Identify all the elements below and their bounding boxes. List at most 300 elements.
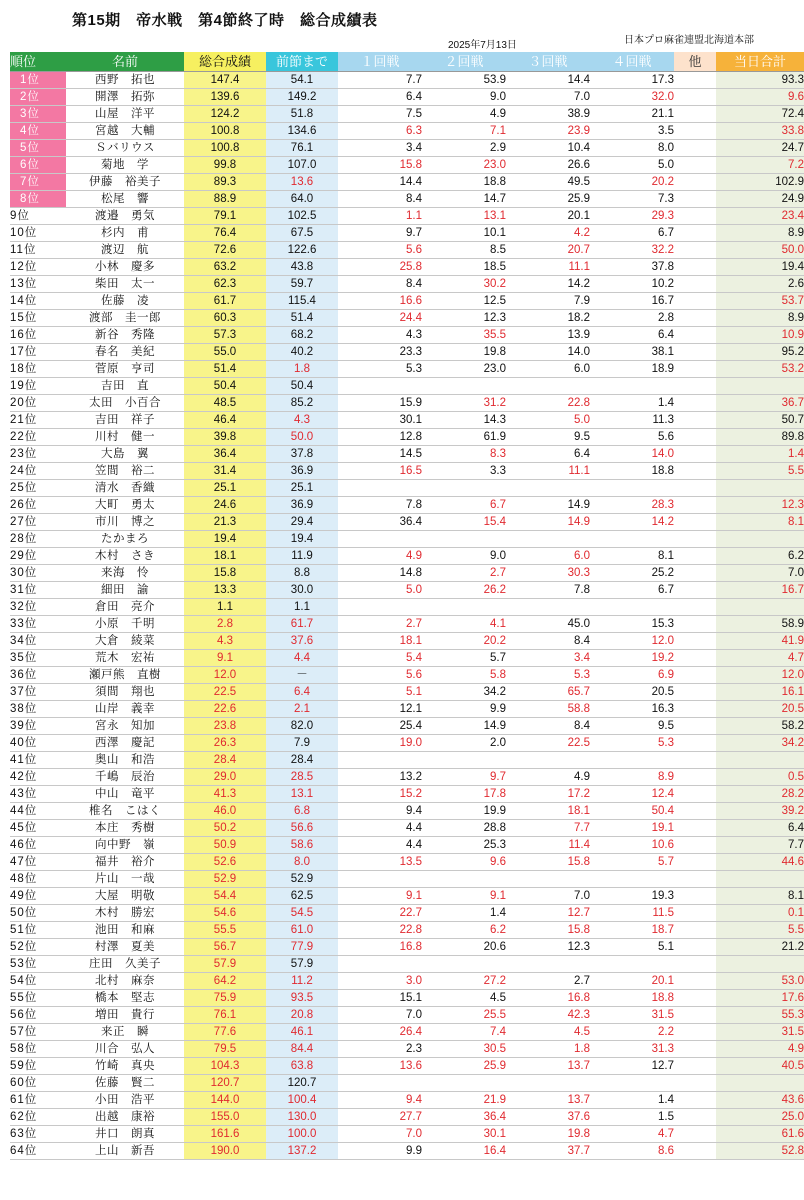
game-1-score <box>338 480 422 497</box>
game-4-score: 10.2 <box>590 276 674 293</box>
total-score: 100.8 <box>184 123 266 140</box>
day-total-score: 12.3 <box>716 497 804 514</box>
game-4-score: 32.2 <box>590 242 674 259</box>
game-1-score: 5.6 <box>338 667 422 684</box>
total-score: 76.1 <box>184 1007 266 1024</box>
game-2-score: 27.2 <box>422 973 506 990</box>
game-3-score: 10.4 <box>506 140 590 157</box>
total-score: 75.9 <box>184 990 266 1007</box>
game-2-score <box>422 599 506 616</box>
other-score <box>674 905 716 922</box>
game-3-score: 1.8 <box>506 1041 590 1058</box>
game-2-score: 36.4 <box>422 1109 506 1126</box>
game-4-score: 19.1 <box>590 820 674 837</box>
game-4-score <box>590 871 674 888</box>
game-4-score: 1.4 <box>590 395 674 412</box>
previous-score: 59.7 <box>266 276 338 293</box>
total-score: 99.8 <box>184 157 266 174</box>
game-1-score <box>338 871 422 888</box>
other-score <box>674 633 716 650</box>
game-3-score: 20.7 <box>506 242 590 259</box>
game-1-score: 16.8 <box>338 939 422 956</box>
rank-cell: 5位 <box>10 140 66 157</box>
game-4-score <box>590 599 674 616</box>
previous-score: 8.0 <box>266 854 338 871</box>
game-3-score <box>506 599 590 616</box>
day-total-score: 16.7 <box>716 582 804 599</box>
page-title: 第15期 帝水戦 第4節終了時 総合成績表 <box>72 12 378 29</box>
player-name: 菊地 学 <box>66 157 184 174</box>
other-score <box>674 412 716 429</box>
player-name: 伊藤 裕美子 <box>66 174 184 191</box>
game-4-score <box>590 1075 674 1092</box>
game-1-score: 6.4 <box>338 89 422 106</box>
previous-score: 57.9 <box>266 956 338 973</box>
table-row <box>10 650 804 667</box>
game-3-score: 45.0 <box>506 616 590 633</box>
other-score <box>674 735 716 752</box>
player-name: 井口 朗真 <box>66 1126 184 1143</box>
total-score: 41.3 <box>184 786 266 803</box>
previous-score: 130.0 <box>266 1109 338 1126</box>
other-score <box>674 123 716 140</box>
game-3-score: 14.9 <box>506 497 590 514</box>
previous-score: 58.6 <box>266 837 338 854</box>
total-score: 50.4 <box>184 378 266 395</box>
player-name: 北村 麻奈 <box>66 973 184 990</box>
game-1-score: 30.1 <box>338 412 422 429</box>
player-name: 荒木 宏祐 <box>66 650 184 667</box>
total-score: 72.6 <box>184 242 266 259</box>
total-score: 55.0 <box>184 344 266 361</box>
game-3-score: 14.4 <box>506 72 590 89</box>
game-2-score: 12.3 <box>422 310 506 327</box>
game-4-score: 18.9 <box>590 361 674 378</box>
previous-score: 107.0 <box>266 157 338 174</box>
game-1-score: 15.9 <box>338 395 422 412</box>
game-2-score: 2.9 <box>422 140 506 157</box>
game-1-score: 15.2 <box>338 786 422 803</box>
game-1-score: 7.8 <box>338 497 422 514</box>
rank-cell: 29位 <box>10 548 66 565</box>
game-2-score: 7.1 <box>422 123 506 140</box>
player-name: 大島 翼 <box>66 446 184 463</box>
game-3-score <box>506 480 590 497</box>
game-1-score: 7.7 <box>338 72 422 89</box>
game-4-score: 20.1 <box>590 973 674 990</box>
total-score: 144.0 <box>184 1092 266 1109</box>
report-date: 2025年7月13日 <box>448 40 517 51</box>
game-3-score: 3.4 <box>506 650 590 667</box>
game-2-score: 25.9 <box>422 1058 506 1075</box>
game-1-score: 8.4 <box>338 276 422 293</box>
total-score: 29.0 <box>184 769 266 786</box>
game-3-score: 42.3 <box>506 1007 590 1024</box>
table-row <box>10 1024 804 1041</box>
player-name: 川村 健一 <box>66 429 184 446</box>
table-row <box>10 140 804 157</box>
rank-cell: 8位 <box>10 191 66 208</box>
game-1-score: 4.9 <box>338 548 422 565</box>
day-total-score <box>716 599 804 616</box>
total-score: 89.3 <box>184 174 266 191</box>
rank-cell: 43位 <box>10 786 66 803</box>
other-score <box>674 684 716 701</box>
table-row <box>10 888 804 905</box>
game-2-score: 9.6 <box>422 854 506 871</box>
day-total-score: 53.0 <box>716 973 804 990</box>
player-name: 椎名 こはく <box>66 803 184 820</box>
header-total: 総合成績 <box>184 52 266 72</box>
game-3-score: 14.9 <box>506 514 590 531</box>
total-score: 13.3 <box>184 582 266 599</box>
previous-score: 63.8 <box>266 1058 338 1075</box>
total-score: 60.3 <box>184 310 266 327</box>
game-3-score: 7.7 <box>506 820 590 837</box>
previous-score: 84.4 <box>266 1041 338 1058</box>
game-1-score: 14.5 <box>338 446 422 463</box>
header-prev: 前節まで <box>266 52 338 72</box>
table-row <box>10 276 804 293</box>
game-4-score: 10.6 <box>590 837 674 854</box>
day-total-score: 4.7 <box>716 650 804 667</box>
game-3-score: 7.8 <box>506 582 590 599</box>
rank-cell: 15位 <box>10 310 66 327</box>
table-row <box>10 718 804 735</box>
total-score: 28.4 <box>184 752 266 769</box>
player-name: 須間 翔也 <box>66 684 184 701</box>
rank-cell: 56位 <box>10 1007 66 1024</box>
game-2-score: 18.8 <box>422 174 506 191</box>
previous-score: 52.9 <box>266 871 338 888</box>
player-name: 山岸 義幸 <box>66 701 184 718</box>
game-1-score: 36.4 <box>338 514 422 531</box>
table-row <box>10 395 804 412</box>
previous-score: 7.9 <box>266 735 338 752</box>
game-2-score <box>422 1075 506 1092</box>
rank-cell: 38位 <box>10 701 66 718</box>
game-2-score: 2.7 <box>422 565 506 582</box>
other-score <box>674 259 716 276</box>
game-3-score: 30.3 <box>506 565 590 582</box>
previous-score: 51.8 <box>266 106 338 123</box>
other-score <box>674 463 716 480</box>
table-row <box>10 1126 804 1143</box>
game-3-score <box>506 752 590 769</box>
game-2-score: 25.5 <box>422 1007 506 1024</box>
game-4-score <box>590 752 674 769</box>
table-row <box>10 157 804 174</box>
game-4-score: 3.5 <box>590 123 674 140</box>
game-2-score: 14.3 <box>422 412 506 429</box>
game-4-score: 14.2 <box>590 514 674 531</box>
other-score <box>674 1126 716 1143</box>
other-score <box>674 310 716 327</box>
rank-cell: 55位 <box>10 990 66 1007</box>
header-row <box>10 52 804 72</box>
table-row <box>10 905 804 922</box>
other-score <box>674 429 716 446</box>
game-1-score: 24.4 <box>338 310 422 327</box>
total-score: 64.2 <box>184 973 266 990</box>
other-score <box>674 140 716 157</box>
day-total-score: 58.2 <box>716 718 804 735</box>
other-score <box>674 531 716 548</box>
total-score: 52.6 <box>184 854 266 871</box>
other-score <box>674 1075 716 1092</box>
game-1-score: 27.7 <box>338 1109 422 1126</box>
rank-cell: 23位 <box>10 446 66 463</box>
total-score: 9.1 <box>184 650 266 667</box>
total-score: 79.5 <box>184 1041 266 1058</box>
game-2-score: 9.0 <box>422 548 506 565</box>
previous-score: 30.0 <box>266 582 338 599</box>
game-2-score: 3.3 <box>422 463 506 480</box>
rank-cell: 44位 <box>10 803 66 820</box>
game-2-score: 14.9 <box>422 718 506 735</box>
other-score <box>674 786 716 803</box>
game-4-score: 6.9 <box>590 667 674 684</box>
previous-score: 137.2 <box>266 1143 338 1160</box>
player-name: 菅原 亨司 <box>66 361 184 378</box>
table-row <box>10 990 804 1007</box>
total-score: 48.5 <box>184 395 266 412</box>
game-1-score: 5.6 <box>338 242 422 259</box>
game-2-score: 20.6 <box>422 939 506 956</box>
table-row <box>10 803 804 820</box>
table-row <box>10 599 804 616</box>
game-4-score: 1.4 <box>590 1092 674 1109</box>
player-name: 大町 勇太 <box>66 497 184 514</box>
total-score: 50.9 <box>184 837 266 854</box>
game-2-score <box>422 871 506 888</box>
total-score: 21.3 <box>184 514 266 531</box>
game-1-score: 19.0 <box>338 735 422 752</box>
game-1-score: 2.3 <box>338 1041 422 1058</box>
player-name: 増田 貴行 <box>66 1007 184 1024</box>
rank-cell: 59位 <box>10 1058 66 1075</box>
rank-cell: 9位 <box>10 208 66 225</box>
game-2-score: 30.2 <box>422 276 506 293</box>
total-score: 63.2 <box>184 259 266 276</box>
player-name: 木村 さき <box>66 548 184 565</box>
game-3-score <box>506 531 590 548</box>
game-2-score: 18.5 <box>422 259 506 276</box>
header-game-3: ３回戦 <box>506 52 590 72</box>
total-score: 54.4 <box>184 888 266 905</box>
table-row <box>10 735 804 752</box>
player-name: 吉田 祥子 <box>66 412 184 429</box>
total-score: 100.8 <box>184 140 266 157</box>
game-1-score: 8.4 <box>338 191 422 208</box>
game-3-score: 38.9 <box>506 106 590 123</box>
total-score: 25.1 <box>184 480 266 497</box>
previous-score: 62.5 <box>266 888 338 905</box>
player-name: 宮越 大輔 <box>66 123 184 140</box>
previous-score: 100.4 <box>266 1092 338 1109</box>
game-4-score <box>590 956 674 973</box>
game-4-score: 25.2 <box>590 565 674 582</box>
player-name: 千嶋 辰治 <box>66 769 184 786</box>
game-3-score: 7.0 <box>506 89 590 106</box>
game-4-score: 4.7 <box>590 1126 674 1143</box>
player-name: Ｓバリウス <box>66 140 184 157</box>
other-score <box>674 837 716 854</box>
game-1-score: 25.4 <box>338 718 422 735</box>
player-name: 木村 勝宏 <box>66 905 184 922</box>
player-name: 山屋 洋平 <box>66 106 184 123</box>
table-row <box>10 701 804 718</box>
table-row <box>10 327 804 344</box>
game-3-score: 15.8 <box>506 922 590 939</box>
game-3-score: 4.2 <box>506 225 590 242</box>
table-row <box>10 616 804 633</box>
table-row <box>10 123 804 140</box>
game-2-score: 19.8 <box>422 344 506 361</box>
total-score: 88.9 <box>184 191 266 208</box>
game-2-score: 35.5 <box>422 327 506 344</box>
game-2-score: 8.3 <box>422 446 506 463</box>
game-2-score: 19.9 <box>422 803 506 820</box>
game-4-score: 2.8 <box>590 310 674 327</box>
previous-score: 149.2 <box>266 89 338 106</box>
player-name: 清水 香織 <box>66 480 184 497</box>
game-2-score: 26.2 <box>422 582 506 599</box>
rank-cell: 6位 <box>10 157 66 174</box>
table-row <box>10 820 804 837</box>
player-name: 来正 瞬 <box>66 1024 184 1041</box>
total-score: 50.2 <box>184 820 266 837</box>
other-score <box>674 854 716 871</box>
rank-cell: 20位 <box>10 395 66 412</box>
table-row <box>10 684 804 701</box>
total-score: 4.3 <box>184 633 266 650</box>
game-4-score <box>590 531 674 548</box>
rank-cell: 57位 <box>10 1024 66 1041</box>
table-row <box>10 208 804 225</box>
player-name: 西澤 慶記 <box>66 735 184 752</box>
table-row <box>10 378 804 395</box>
game-1-score: 4.3 <box>338 327 422 344</box>
day-total-score: 102.9 <box>716 174 804 191</box>
total-score: 155.0 <box>184 1109 266 1126</box>
game-1-score: 26.4 <box>338 1024 422 1041</box>
day-total-score: 95.2 <box>716 344 804 361</box>
previous-score: 8.8 <box>266 565 338 582</box>
other-score <box>674 1041 716 1058</box>
rank-cell: 10位 <box>10 225 66 242</box>
game-4-score: 38.1 <box>590 344 674 361</box>
table-row <box>10 837 804 854</box>
game-3-score: 7.0 <box>506 888 590 905</box>
game-4-score: 14.0 <box>590 446 674 463</box>
game-2-score: 7.4 <box>422 1024 506 1041</box>
game-3-score: 17.2 <box>506 786 590 803</box>
previous-score: 4.3 <box>266 412 338 429</box>
standings-body <box>10 72 804 1160</box>
rank-cell: 63位 <box>10 1126 66 1143</box>
rank-cell: 7位 <box>10 174 66 191</box>
table-row <box>10 480 804 497</box>
game-3-score: 13.7 <box>506 1058 590 1075</box>
game-4-score: 18.8 <box>590 990 674 1007</box>
table-row <box>10 446 804 463</box>
game-3-score: 18.2 <box>506 310 590 327</box>
other-score <box>674 106 716 123</box>
game-4-score: 12.0 <box>590 633 674 650</box>
day-total-score: 61.6 <box>716 1126 804 1143</box>
game-4-score: 2.2 <box>590 1024 674 1041</box>
total-score: 139.6 <box>184 89 266 106</box>
player-name: 小田 浩平 <box>66 1092 184 1109</box>
game-1-score: 25.8 <box>338 259 422 276</box>
game-1-score: 14.4 <box>338 174 422 191</box>
game-4-score: 19.3 <box>590 888 674 905</box>
table-row <box>10 1075 804 1092</box>
previous-score: 76.1 <box>266 140 338 157</box>
game-2-score: 5.8 <box>422 667 506 684</box>
previous-score: 120.7 <box>266 1075 338 1092</box>
table-row <box>10 89 804 106</box>
previous-score: 77.9 <box>266 939 338 956</box>
rank-cell: 40位 <box>10 735 66 752</box>
total-score: 52.9 <box>184 871 266 888</box>
game-2-score: 14.7 <box>422 191 506 208</box>
day-total-score: 9.6 <box>716 89 804 106</box>
day-total-score: 72.4 <box>716 106 804 123</box>
previous-score: 67.5 <box>266 225 338 242</box>
rank-cell: 25位 <box>10 480 66 497</box>
game-1-score: 1.1 <box>338 208 422 225</box>
other-score <box>674 973 716 990</box>
previous-score: 100.0 <box>266 1126 338 1143</box>
game-1-score: 9.9 <box>338 1143 422 1160</box>
previous-score: 13.6 <box>266 174 338 191</box>
previous-score: 1.1 <box>266 599 338 616</box>
player-name: 春名 美紀 <box>66 344 184 361</box>
player-name: 向中野 嶺 <box>66 837 184 854</box>
player-name: 大倉 綾菜 <box>66 633 184 650</box>
game-3-score: 58.8 <box>506 701 590 718</box>
game-2-score: 17.8 <box>422 786 506 803</box>
game-3-score: 8.4 <box>506 718 590 735</box>
game-1-score: 6.3 <box>338 123 422 140</box>
game-2-score: 9.0 <box>422 89 506 106</box>
game-3-score: 9.5 <box>506 429 590 446</box>
player-name: 村澤 夏美 <box>66 939 184 956</box>
other-score <box>674 769 716 786</box>
day-total-score: 34.2 <box>716 735 804 752</box>
game-2-score: 2.0 <box>422 735 506 752</box>
game-1-score: 4.4 <box>338 837 422 854</box>
game-4-score: 17.3 <box>590 72 674 89</box>
table-row <box>10 667 804 684</box>
table-row <box>10 1058 804 1075</box>
game-4-score: 5.0 <box>590 157 674 174</box>
game-3-score: 15.8 <box>506 854 590 871</box>
table-row <box>10 191 804 208</box>
day-total-score: 17.6 <box>716 990 804 1007</box>
day-total-score: 58.9 <box>716 616 804 633</box>
player-name: 開澤 拓弥 <box>66 89 184 106</box>
previous-score: 93.5 <box>266 990 338 1007</box>
game-4-score: 28.3 <box>590 497 674 514</box>
day-total-score: 21.2 <box>716 939 804 956</box>
table-row <box>10 412 804 429</box>
total-score: 120.7 <box>184 1075 266 1092</box>
table-row <box>10 956 804 973</box>
day-total-score: 93.3 <box>716 72 804 89</box>
